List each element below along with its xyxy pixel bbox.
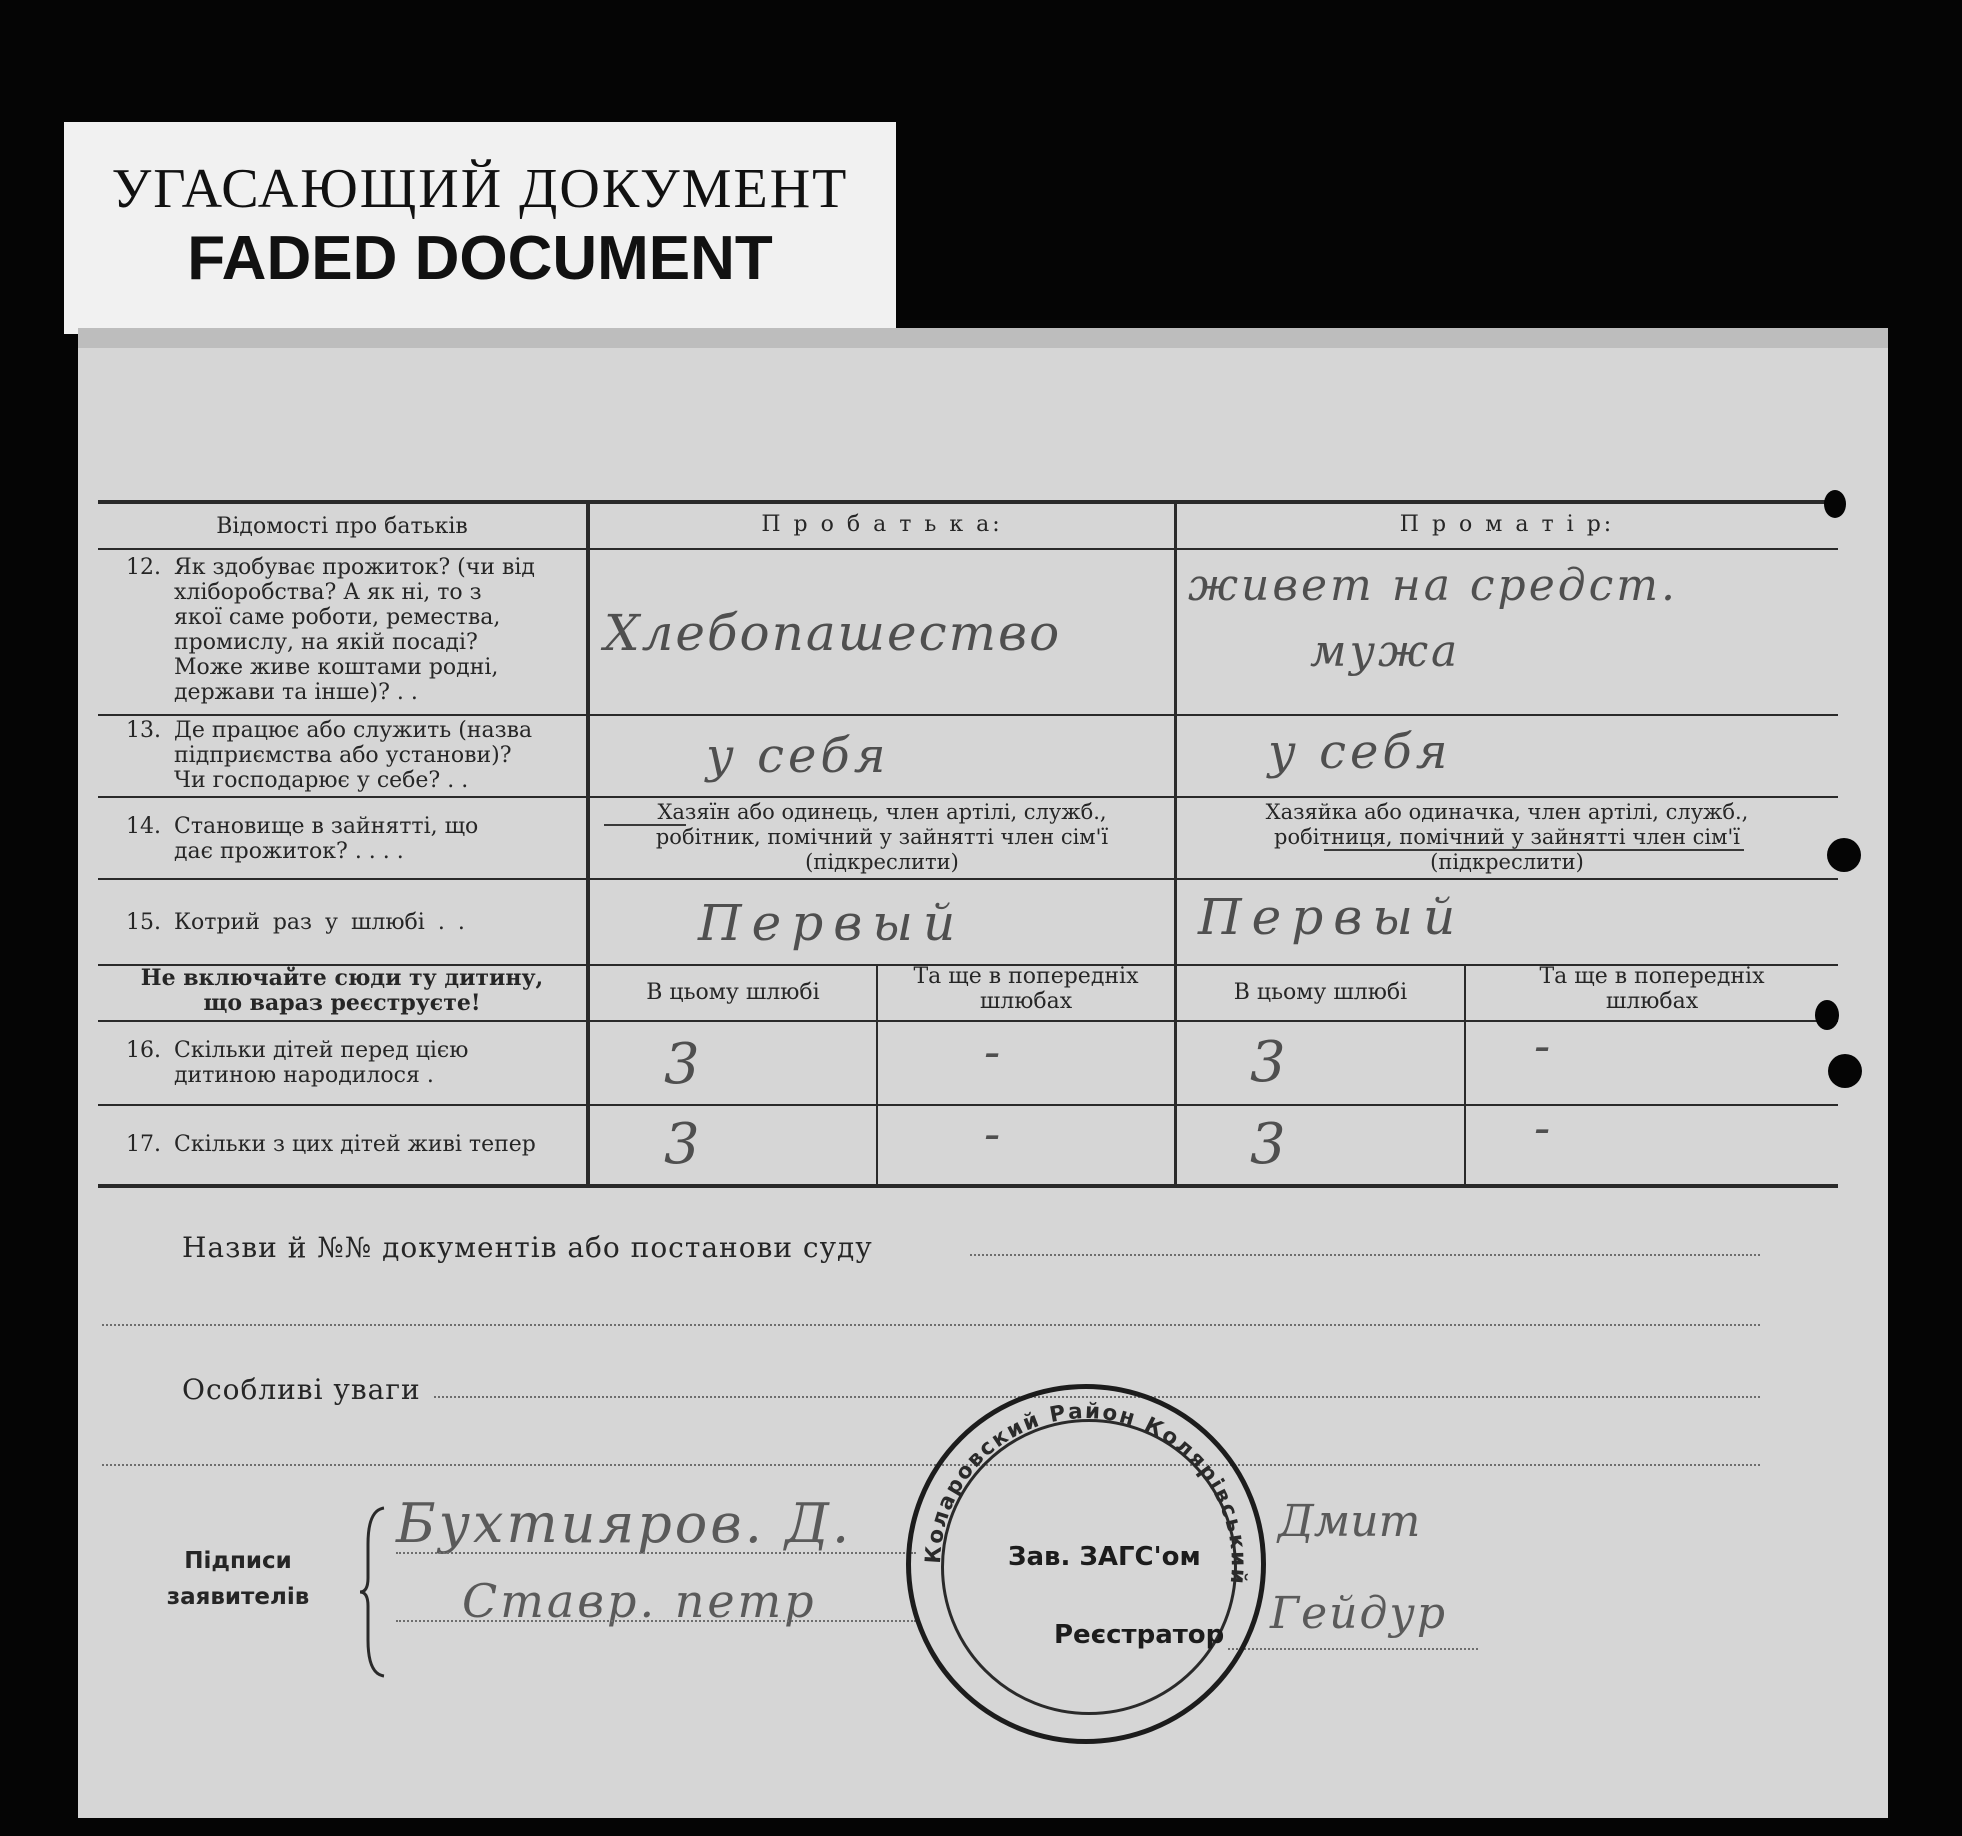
q12-line: хліборобства? А як ні, то з (174, 580, 482, 605)
q14-father-option-line: Хазяїн або одинець, член артілі, служб., (657, 800, 1107, 824)
documents-line-2 (102, 1324, 1760, 1326)
children-note-line: що вараз реєструєте! (203, 990, 481, 1016)
q16-father-this: 3 (664, 1032, 700, 1097)
binder-hole (1828, 1054, 1862, 1088)
header-rule (98, 548, 1838, 550)
children-note (98, 966, 586, 1016)
q12-line: держави та інше)? . . (174, 680, 418, 705)
label-english: FADED DOCUMENT (187, 224, 773, 293)
q12-line: якої саме роботи, ремества, (174, 605, 501, 630)
q17-number: 17. (126, 1132, 161, 1157)
registrar-line (1228, 1648, 1478, 1650)
q14-question (174, 814, 574, 864)
q13-number: 13. (126, 718, 161, 743)
q14-mother-option-line: (підкреслити) (1430, 850, 1584, 874)
applicant-1-signature: Бухтияров. Д. (396, 1492, 853, 1555)
q16-number: 16. (126, 1038, 161, 1063)
documents-line (970, 1254, 1760, 1256)
binder-hole (1824, 490, 1846, 518)
applicant-2-signature: Ставр. петр (462, 1574, 817, 1628)
q16-mother-this: 3 (1250, 1030, 1286, 1095)
q14-mother-underline (1324, 849, 1744, 851)
q17-father-prev: - (984, 1106, 1001, 1162)
q14-mother-options (1177, 800, 1837, 875)
q15-number: 15. (126, 910, 161, 935)
q13-line: Де працює або служить (назва (174, 718, 533, 743)
mother-previous-line: шлюбах (1605, 989, 1699, 1014)
q12-question (174, 555, 574, 705)
header-parents-info: Відомості про батьків (216, 514, 468, 539)
stamp-text: Коларовский Район Колярівський (920, 1398, 1252, 1587)
q16-rule (98, 1104, 1838, 1106)
table-bottom-rule (98, 1184, 1838, 1188)
q13-rule (98, 796, 1838, 798)
q15-mother-answer: Первый (1198, 888, 1466, 946)
q14-mother-option-line: робітниця, помічний у зайнятті член сім'ї (1274, 825, 1740, 849)
q12-mother-answer-1: живет на средст. (1188, 560, 1678, 611)
q12-line: промислу, на якій посаді? (174, 630, 478, 655)
q12-line: Може живе коштами родні, (174, 655, 499, 680)
q16-question (174, 1038, 574, 1088)
form-page (78, 348, 1888, 1818)
registrar-signature: Гейдур (1270, 1588, 1448, 1639)
binder-hole (1827, 838, 1861, 872)
q14-father-option-line: робітник, помічний у зайнятті член сім'ї (655, 825, 1109, 849)
father-previous-line: Та ще в попередніх (913, 964, 1139, 989)
q16-father-prev: - (984, 1024, 1001, 1080)
q14-line: Становище в зайнятті, що (174, 814, 479, 839)
signatures-brace (358, 1504, 388, 1680)
q16-line: Скільки дітей перед цією (174, 1038, 469, 1063)
mother-previous-header (1466, 964, 1838, 1014)
mother-previous-line: Та ще в попередніх (1539, 964, 1765, 989)
children-note-line: Не включайте сюди ту дитину, (140, 965, 544, 991)
q13-father-answer: у себя (706, 728, 890, 784)
head-label: Зав. ЗАГС'ом (1008, 1542, 1201, 1572)
header-father: П р о б а т ь к а: (761, 512, 1003, 537)
q14-mother-option-line: Хазяйка або одиначка, член артілі, служб., (1265, 800, 1749, 824)
header-mother: П р о м а т і р: (1399, 512, 1615, 537)
q12-father-answer: Хлебопашество (604, 604, 1062, 662)
children-header-rule (98, 1020, 1838, 1022)
registrar-label: Реєстратор (1054, 1620, 1225, 1650)
q12-line: Як здобуває прожиток? (чи від (174, 555, 535, 580)
signatures-label-1: Підписи (184, 1548, 292, 1574)
q12-number: 12. (126, 555, 161, 580)
q17-mother-prev: - (1534, 1100, 1551, 1156)
q15-question: Котрий раз у шлюбі . . (174, 910, 465, 935)
registration-form-sheet (78, 348, 1888, 1818)
q13-line: підприємства або установи)? (174, 743, 512, 768)
q17-father-this: 3 (664, 1112, 700, 1177)
q12-rule (98, 714, 1838, 716)
father-previous-header (878, 964, 1174, 1014)
applicant-1-line (396, 1552, 916, 1554)
head-signature: Дмит (1278, 1496, 1421, 1547)
q16-mother-prev: - (1534, 1018, 1551, 1074)
applicant-2-line (396, 1620, 916, 1622)
q12-mother-answer-2: мужа (1310, 626, 1461, 677)
q17-question: Скільки з цих дітей живі тепер (174, 1132, 536, 1157)
q16-line: дитиною народилося . (174, 1063, 434, 1088)
q15-father-answer: Первый (698, 894, 966, 952)
signatures-label-2: заявителів (166, 1584, 310, 1610)
q14-rule (98, 878, 1838, 880)
q13-question (174, 718, 574, 793)
mother-this-marriage-header: В цьому шлюбі (1233, 980, 1408, 1005)
q14-father-underline (604, 824, 686, 826)
binder-hole (1815, 1000, 1839, 1030)
faded-document-label (64, 122, 896, 334)
documents-label: Назви й №№ документів або постанови суду (182, 1231, 873, 1264)
table-top-rule (98, 500, 1838, 504)
q14-line: дає прожиток? . . . . (174, 839, 404, 864)
father-previous-line: шлюбах (979, 989, 1073, 1014)
q14-father-options (590, 800, 1174, 875)
q13-mother-answer: у себя (1268, 724, 1452, 780)
q17-mother-this: 3 (1250, 1112, 1286, 1177)
q14-father-option-line: (підкреслити) (805, 850, 959, 874)
father-this-marriage-header: В цьому шлюбі (646, 980, 820, 1005)
remarks-label: Особливі уваги (182, 1373, 421, 1406)
q14-number: 14. (126, 814, 161, 839)
label-russian: УГАСАЮЩИЙ ДОКУМЕНТ (111, 158, 849, 220)
q13-line: Чи господарює у себе? . . (174, 768, 469, 793)
